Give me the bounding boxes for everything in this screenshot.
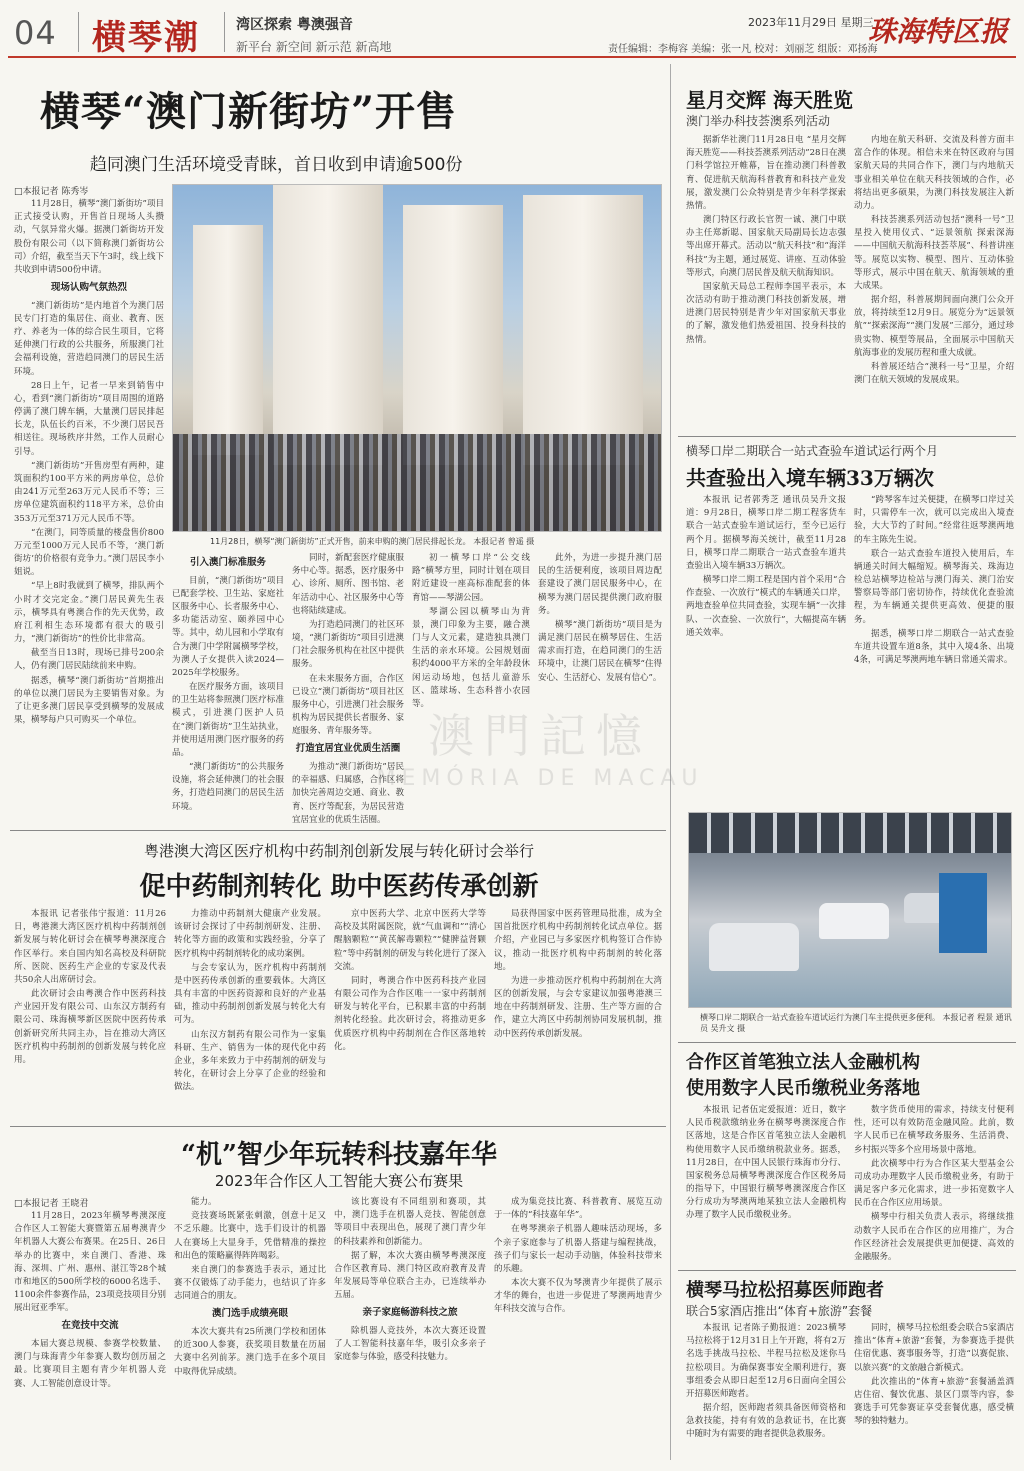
marathon-kicker: 联合5家酒店推出“体育+旅游”套餐 [686, 1304, 873, 1318]
ecny-headline-1: 合作区首笔独立法人金融机构 [686, 1052, 920, 1073]
lead-headline: 横琴“澳门新街坊”开售 [40, 88, 458, 135]
section-slogan: 湾区探索 粤澳强音 [236, 17, 353, 33]
section-divider [10, 830, 666, 831]
space-column-2: 内地在航天科研、交流及科普方面丰富合作的体现。相信未来在特区政府与国家航天局的共同合作下，澳门与内地航天事业相关单位在航天科技领域的合作，必将结出更多硕果，为澳门科技发展注入新动力。 科技荟澳系列活动包括“澳科一号”卫星投入使用仪式、“远景领航 探索深海——中国航天航海科技荟萃展”、科普讲座等。展览以实物、模型、图片、互动体验等形式，展示中国在航天、航海领域的重大成果。 据介绍，科普展期间面向澳门公众开放，将持续至12月9日。展览分为“远景领航”“探索深海”“澳门发展”三部分，通过珍贵实物、模型等展品，全面展示中国航天航海事业的发展历程和重大成就。 科普展还结合“澳科一号”卫星，介绍澳门在航天领域的发展成果。 [854, 135, 1014, 386]
lead-photo [172, 184, 662, 532]
section-divider [678, 436, 1016, 437]
column-divider [670, 64, 671, 1460]
tcm-column-4: 局获得国家中医药管理局批准，成为全国首批医疗机构中药制剂转化试点单位。据介绍，产业园已与多家医疗机构签订合作协议，推动一批医疗机构中药制剂的转化落地。 为进一步推动医疗机构中药制剂在大湾区的创新发展，与会专家建议加强粤港澳三地在中药制剂研发、注册、生产等方面的合作，建立大湾区中药制剂协同发展机制，推动中医药传承创新发展。 [494, 909, 662, 1039]
lead-column-3: 引入澳门标准服务 目前，“澳门新街坊”项目已配套学校、卫生站、家庭社区服务中心、长者服务中心、多功能活动室、颐养园中心等。其中，幼儿园和小学取有合为澳门中学附属横琴学校，为澳人子女提供入读2024—2025年学校服务。 在医疗服务方面，该项目的卫生站将参照澳门医疗标准模式，引进澳门医护人员在“澳门新街坊”卫生站执业，并使用适用澳门医疗服务的药品。 “澳门新街坊”的公共服务设施，将会延伸澳门的社会服务，打造趋同澳门的居民生活环境。 [172, 557, 284, 812]
tcm-headline: 促中药制剂转化 助中医药传承创新 [139, 872, 539, 902]
port-photo [688, 812, 1012, 1008]
divider [78, 12, 79, 52]
ai-column-4: 成为集竞技比赛、科普教育、展览互动于一体的“科技嘉年华”。 在粤琴澳亲子机器人趣味活动现场，多个亲子家庭参与了机器人搭建与编程挑战，孩子们与家长一起动手动脑，体验科技带来的乐趣。 本次大赛不仅为琴澳青少年提供了展示才华的舞台，也进一步促进了琴澳两地青少年科技交流与合作。 [494, 1197, 662, 1315]
lead-column-5: 初一横琴口岸“公交线路”横琴方里，同时计划在项目附近建设一座高标准配套的体育馆——琴湖公园。 琴湖公园以横琴山为背景，澳门印象为主要，融合澳门与人文元素，建造独具澳门生活的亲水环境。公园规划面积约4000平方米的全年龄段休闲运动场地，包括儿童游乐区、篮球场、生态科普小农园等。 [412, 553, 530, 709]
archive-watermark: 澳門記憶 MEMÓRIA DE MACAU [376, 709, 704, 791]
section-divider [678, 1270, 1016, 1271]
port-headline: 共查验出入境车辆33万辆次 [686, 466, 934, 490]
section-divider [678, 1042, 1016, 1043]
ai-column-1: 11月28日，2023年横琴粤澳深度合作区人工智能大赛暨第五届粤澳青少年机器人大赛公布赛果。在25日、26日举办的比赛中，来自澳门、香港、珠海、深圳、广州、惠州、湛江等28个城市和地区的500所学校的6000名选手、1100余件参赛作品，23项竞技项目分别展出冠亚季军。 在竞技中交流 本届大赛总规模、参赛学校数量、澳门与珠海青少年参赛人数均创历届之最。比赛项目主题有青少年机器人竞赛、人工智能创意设计等。 [14, 1211, 166, 1389]
port-photo-caption: 横琴口岸二期联合一站式查验车道试运行为澳门车主提供更多便利。 本报记者 程景 通讯员 吴升文 摄 [700, 1013, 1012, 1033]
port-kicker: 横琴口岸二期联合一站式查验车道试运行两个月 [686, 444, 939, 458]
section-subslogan: 新平台 新空间 新示范 新高地 [236, 40, 392, 54]
marathon-headline: 横琴马拉松招募医师跑者 [686, 1280, 884, 1301]
section-brand: 横琴潮 [92, 18, 200, 58]
lead-photo-caption: 11月28日，横琴“澳门新街坊”正式开售，前来申购的澳门居民排起长龙。 本报记者 曾遥 摄 [210, 537, 535, 546]
lead-byline: □本报记者 陈秀岑 [14, 187, 89, 197]
tcm-column-3: 京中医药大学、北京中医药大学等高校及其附属医院，就“气血调和”“清心醒脑颗粒”“黄芪解毒颗粒”“健脾益肾颗粒”等中药制剂的研发与转化进行了深入交流。 同时，粤澳合作中医药科技产业园有限公司作为合作区唯一一家中药制剂研发与转化平台，已积累丰富的中药制剂转化经验。此次研讨会，将推动更多优质医疗机构中药制剂在合作区落地转化。 [334, 909, 486, 1052]
ai-byline: □本报记者 王晓君 [14, 1199, 89, 1209]
tcm-column-1: 本报讯 记者张伟宁报道：11月26日，粤港澳大湾区医疗机构中药制剂创新发展与转化研讨会在横琴粤澳深度合作区举行。来自国内知名高校及科研院所、医院、医药生产企业的专家及代表共50余人出席研讨会。 此次研讨会由粤澳合作中医药科技产业园开发有限公司、山东汉方制药有限公司、珠海横琴新区医院中医药传承创新研究所共同主办，旨在推动大湾区医疗机构中药制剂的创新发展与转化应用。 [14, 909, 166, 1065]
marathon-column-2: 同时，横琴马拉松组委会联合5家酒店推出“体育+旅游”套餐，为参赛选手提供住宿优惠、赛事服务等，打造“以赛促旅、以旅兴赛”的文旅融合新模式。 此次推出的“体育+旅游”套餐涵盖酒店住宿、餐饮优惠、景区门票等内容，参赛选手可凭参赛证享受套餐优惠，感受横琴的独特魅力。 [854, 1323, 1014, 1427]
port-column-1: 本报讯 记者郭秀芝 通讯员吴升文报道：9月28日，横琴口岸二期工程客货车联合一站式查验车道试运行，至今已运行两个月。据横琴海关统计，截至11月28日，横琴口岸二期联合一站式查验车道共查验出入境车辆33万辆次。 横琴口岸二期工程是国内首个采用“合作查验、一次放行”模式的车辆通关口岸，两地查验单位共同查验，实现车辆“一次排队、一次查验、一次放行”，大幅提高车辆通关效率。 [686, 495, 846, 638]
space-column-1: 据新华社澳门11月28日电 “星月交辉 海天胜览——科技荟澳系列活动”28日在澳门科学馆拉开帷幕，旨在推动澳门科普教育、促进航天航海科普教育和科技产业发展，激发澳门公众特别是青少年科学探索热情。 澳门特区行政长官贺一诚、澳门中联办主任郑新聪、国家航天局副局长边志强等出席开幕式。活动以“航天科技”和“海洋科技”为主题，通过展览、讲座、互动体验等形式，向澳门居民普及航天航海知识。 国家航天局总工程师李国平表示，本次活动有助于推动澳门科技创新发展，增进澳门居民特别是青少年对国家航天事业的了解，激发他们热爱祖国、投身科技的热情。 [686, 135, 846, 345]
section-divider [10, 1126, 666, 1127]
page-number: 04 [14, 14, 57, 52]
lead-column-4: 同时，新配套医疗健康服务中心等。据悉，医疗服务中心、诊所、厕所、图书馆、老年活动中心、社区服务中心等也将陆续建成。 为打造趋同澳门的社区环境，“澳门新街坊”项目引进澳门社会服务机构在社区中提供服务。 在未来服务方面，合作区已设立“澳门新街坊”项目社区服务中心，引进澳门社会服务机构为居民提供长者服务、家庭服务、青年服务等。 打造宜居宜业优质生活圈 为推动“澳门新街坊”居民的幸福感、归属感，合作区将加快完善周边交通、商业、教育、医疗等配套，为居民营造宜居宜业的优质生活圈。 [292, 553, 404, 824]
ai-column-2: 能力。 竞技赛场既紧张刺激，创意十足又不乏乐趣。比赛中，选手们设计的机器人在赛场上大显身手，凭借精准的操控和出色的策略赢得阵阵喝彩。 来自澳门的参赛选手表示，通过比赛不仅锻炼了动手能力，也结识了许多志同道合的朋友。 澳门选手成绩亮眼 本次大赛共有25所澳门学校和团体的近300人参赛，获奖项目数量在历届大赛中名列前茅。澳门选手在多个项目中取得优异成绩。 [174, 1197, 326, 1377]
editor-credits: 责任编辑：李梅容 美编：张一凡 校对：刘丽芝 组版：邓扬海 [608, 44, 878, 55]
masthead [8, 6, 1016, 58]
tcm-kicker: 粤港澳大湾区医疗机构中药制剂创新发展与转化研讨会举行 [143, 842, 534, 860]
newspaper-name: 珠海特区报 [868, 15, 1009, 48]
ai-column-3: 该比赛设有不同组别和赛项，其中，澳门选手在机器人竞技、智能创意等项目中表现出色，展现了澳门青少年的科技素养和创新能力。 据了解，本次大赛由横琴粤澳深度合作区教育局、澳门特区政府教育及青年发展局等单位联合主办，已连续举办五届。 亲子家庭畅游科技之旅 除机器人竞技外，本次大赛还设置了人工智能科技嘉年华，吸引众多亲子家庭参与体验，感受科技魅力。 [334, 1197, 486, 1363]
ai-kicker: 2023年合作区人工智能大赛公布赛果 [214, 1172, 464, 1190]
ecny-column-1: 本报讯 记者伍定爱报道：近日，数字人民币税款缴纳业务在横琴粤澳深度合作区落地，这是合作区首笔独立法人金融机构使用数字人民币缴纳税款业务。据悉，11月28日，在中国人民银行珠海市分行、国家税务总局横琴粤澳深度合作区税务局的指导下，中国银行横琴粤澳深度合作区分行成功为琴澳两地某独立法人金融机构办理了数字人民币缴税业务。 [686, 1105, 846, 1221]
lead-column-1: 11月28日，横琴“澳门新街坊”项目正式接受认购，开售首日现场人头攒动，气氛异常火爆。据澳门新街坊开发股份有限公司（以下简称澳门新街坊公司）介绍，截至当天下午3时，线上线下共收到申请500份申请。 现场认购气氛热烈 “澳门新街坊”是内地首个为澳门居民专门打造的集居住、商业、教育、医疗、养老为一体的综合民生项目，它将延伸澳门行政的公共服务，所服澳门社会福利设施，营造趋同澳门的居民生活环境。 28日上午，记者一早来到销售中心，看到“澳门新街坊”项目周围的道路停满了澳门牌车辆，大量澳门居民排起长龙，队伍长约百米，不少澳门居民吾相送往。现场秩序井然，工作人员耐心引导。 “澳门新街坊”开售房型有两种，建筑面积约100平方米的两房单位，总价由241万元至263万元人民币不等；三房单位建筑面积约118平方米，总价由353万元至371万元人民币不等。 “在澳门，同等质量的楼盘售价800万元至1000万元人民币不等，‘澳门新街坊’的价格很有竞争力。”澳门居民李小姐说。 “早上8时我就到了横琴，排队两个小时才交完定金。”澳门居民黄先生表示，横琴具有粤澳合作的先天优势，政府江利相生态环境都有很大的吸引力，“澳门新街坊”的性价比非常高。 截至当日13时，现场已排号200余人，仍有澳门居民陆续前来申购。 据悉，横琴“澳门新街坊”首期推出的单位以澳门居民为主要销售对象。为了让更多澳门居民享受到横琴的发展成果，横琴每户只可购买一个单位。 [14, 199, 164, 726]
tcm-column-2: 力推动中药制剂大健康产业发展。该研讨会探讨了中药制剂研发、注册、转化等方面的政策和实践经验，分享了医疗机构中药制剂转化的成功案例。 与会专家认为，医疗机构中药制剂是中医药传承创新的重要载体。大湾区具有丰富的中医药资源和良好的产业基础，推动中药制剂创新发展与转化大有可为。 山东汉方制药有限公司作为一家集科研、生产、销售为一体的现代化中药企业，多年来致力于中药制剂的研发与转化，在研讨会上分享了企业的经验和做法。 [174, 909, 326, 1093]
space-kicker: 澳门举办科技荟澳系列活动 [686, 114, 831, 128]
issue-date: 2023年11月29日 星期三 [748, 16, 874, 29]
marathon-column-1: 本报讯 记者陈子勤报道：2023横琴马拉松将于12月31日上午开跑，将有2万名选手挑战马拉松、半程马拉松及迷你马拉松项目。为确保赛事安全顺利进行，赛事组委会从即日起至12月6日面向全国公开招募医师跑者。 据介绍，医师跑者须具备医师资格和急救技能，持有有效的急救证书，在比赛中随时为有需要的跑者提供急救服务。 [686, 1323, 846, 1440]
lead-column-6: 此外，为进一步提升澳门居民的生活便利度，该项目周边配套建设了澳门居民服务中心，在横琴为澳门居民提供澳门政府服务。 横琴“澳门新街坊”项目是为满足澳门居民在横琴居住、生活需求而打造，在趋同澳门的生活环境中，让澳门居民在横琴“住得安心、生活舒心、发展有信心”。 [538, 553, 662, 683]
port-column-2: “跨琴客车过关便捷，在横琴口岸过关时，只需停车一次，就可以完成出入境查验，大大节约了时间。”经常往返琴澳两地的车主陈先生说。 联合一站式查验车道投入使用后，车辆通关时间大幅缩短。横琴海关、珠海边检总站横琴边检站与澳门海关、澳门治安警察局等部门密切协作，持续优化查验流程，为车辆通关提供更高效、便捷的服务。 据悉，横琴口岸二期联合一站式查验车道共设置车道8条，其中入境4条、出境4条，可满足琴澳两地车辆日常通关需求。 [854, 495, 1014, 666]
divider [224, 12, 225, 52]
lead-subheadline: 趋同澳门生活环境受青睐，首日收到申请逾500份 [90, 155, 463, 175]
ai-headline: “机”智少年玩转科技嘉年华 [181, 1140, 497, 1170]
ecny-column-2: 数字货币使用的需求，持续支付便利性，还可以有效防范金融风险。此前，数字人民币已在横琴政务服务、生活消费、乡村振兴等多个应用场景中落地。 此次横琴中行为合作区某大型基金公司成功办理数字人民币缴税业务，有助于满足客户多元化需求，进一步拓宽数字人民币在合作区应用场景。 横琴中行相关负责人表示，将继续推动数字人民币在合作区的应用推广，为合作区经济社会发展提供更加便捷、高效的金融服务。 [854, 1105, 1014, 1262]
ecny-headline-2: 使用数字人民币缴税业务落地 [686, 1078, 920, 1099]
space-headline: 星月交辉 海天胜览 [686, 88, 853, 112]
